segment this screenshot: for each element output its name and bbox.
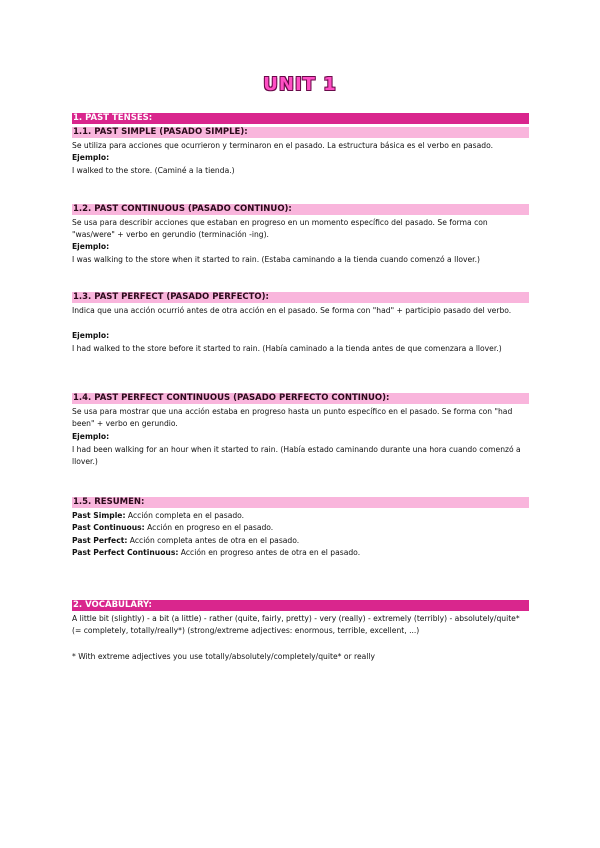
resumen-desc: Acción completa antes de otra en el pasado. — [127, 535, 300, 545]
past-perfect-example: I had walked to the store before it started to rain. (Había caminado a la tienda antes de que comenzara a llover.) — [72, 344, 502, 353]
vocabulary-note: * With extreme adjectives you use totally/absolutely/completely/quite* or really — [72, 652, 376, 661]
resumen-term: Past Perfect Continuous: — [72, 548, 179, 558]
resumen-term: Past Simple: — [72, 511, 126, 520]
resumen-item — [72, 510, 528, 522]
section-header-past-tenses: 1. PAST TENSES: — [72, 113, 529, 124]
resumen-item — [72, 522, 528, 534]
past-continuous-example: I was walking to the store when it started to rain. (Estaba caminando a la tienda cuando comenzó a llover.) — [72, 255, 480, 264]
resumen-item — [72, 535, 528, 547]
resumen-desc: Acción en progreso antes de otra en el pasado. — [178, 548, 361, 558]
subsection-header-past-simple: 1.1. PAST SIMPLE (PASADO SIMPLE): — [72, 127, 529, 138]
past-perfect-description: Indica que una acción ocurrió antes de otra acción en el pasado. Se forma con "had" + participio pasado del verbo. — [72, 306, 512, 315]
past-perfect-continuous-example: I had been walking for an hour when it started to rain. (Había estado caminando durante una hora cuando comenzó a llover.) — [72, 445, 521, 467]
subsection-header-past-perfect: 1.3. PAST PERFECT (PASADO PERFECTO): — [72, 292, 529, 303]
resumen-desc: Acción en progreso en el pasado. — [144, 523, 274, 533]
resumen-term: Past Perfect: — [72, 535, 128, 545]
section-header-vocabulary: 2. VOCABULARY: — [72, 600, 529, 611]
past-simple-description: Se utiliza para acciones que ocurrieron y terminaron en el pasado. La estructura básica es el verbo en pasado. — [72, 141, 494, 150]
page-title: UNIT 1 — [263, 74, 337, 95]
resumen-desc: Acción completa en el pasado. — [125, 511, 245, 520]
past-continuous-example-label: Ejemplo: — [72, 242, 110, 251]
vocabulary-text: A little bit (slightly) - a bit (a little) - rather (quite, fairly, pretty) - very (really) - extremely (terribly) - absolutely/quite* (= completely, totally/really*) (strong/extreme adjectives: enormous, terrible, excellent, ...) — [72, 614, 520, 636]
subsection-header-past-perfect-continuous: 1.4. PAST PERFECT CONTINUOUS (PASADO PERFECTO CONTINUO): — [72, 393, 529, 404]
subsection-header-past-continuous: 1.2. PAST CONTINUOUS (PASADO CONTINUO): — [72, 204, 529, 215]
resumen-list — [72, 510, 528, 560]
past-simple-example-label: Ejemplo: — [72, 153, 110, 162]
past-continuous-description: Se usa para describir acciones que estaban en progreso en un momento específico del pasado. Se forma con "was/were" + verbo en gerundio (terminación -ing). — [72, 218, 488, 240]
subsection-header-resumen: 1.5. RESUMEN: — [72, 497, 529, 508]
past-perfect-continuous-description: Se usa para mostrar que una acción estaba en progreso hasta un punto específico en el pasado. Se forma con "had been" + verbo en gerundio. — [72, 407, 513, 429]
past-perfect-example-label: Ejemplo: — [72, 331, 110, 340]
resumen-term: Past Continuous: — [72, 523, 145, 533]
past-perfect-continuous-example-label: Ejemplo: — [72, 432, 110, 441]
past-simple-example: I walked to the store. (Caminé a la tienda.) — [72, 166, 235, 175]
resumen-item — [72, 547, 528, 559]
